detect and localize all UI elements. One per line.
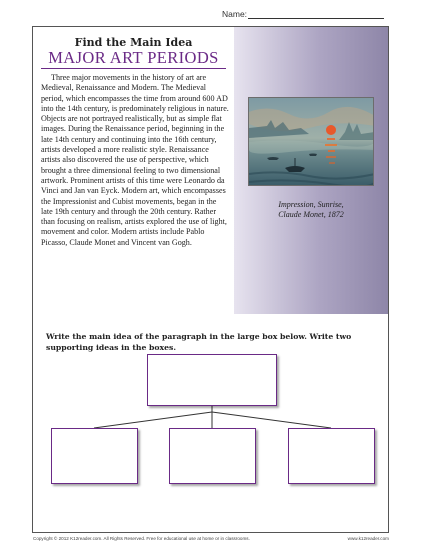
name-label: Name: — [222, 9, 248, 19]
painting-image — [248, 97, 374, 186]
painting-panel — [234, 27, 388, 314]
title-underline — [41, 68, 226, 69]
caption-line-2: Claude Monet, 1872 — [278, 210, 344, 219]
copyright-notice: Copyright © 2012 K12reader.com. All Rights Reserved. Free for educational use at home or in classrooms. — [33, 536, 250, 541]
instructions-text: Write the main idea of the paragraph in the large box below. Write two supporting ideas in the boxes. — [46, 332, 352, 352]
supporting-idea-box-1[interactable] — [51, 428, 138, 484]
supporting-idea-box-2[interactable] — [169, 428, 256, 484]
name-line[interactable] — [248, 18, 384, 19]
caption-line-1: Impression, Sunrise, — [278, 200, 344, 209]
painting-caption — [236, 200, 386, 220]
worksheet-title: MAJOR ART PERIODS — [48, 48, 219, 67]
name-field[interactable] — [222, 9, 387, 23]
reading-panel — [33, 27, 388, 314]
passage-column — [33, 27, 234, 314]
reading-passage: Three major movements in the history of art are Medieval, Renaissance and Modern. The Medieval period, which encompasses the time from around 600 AD into the 14th century, is predominately religious in nature. Objects are not portrayed realistically, but as simple flat images. During the Renaissance period, beginning in the late 14th century and continuing into the 16th century, artists developed a more realistic style. Renaissance artists also discovered the use of perspective, which brought a three dimensional feeling to two dimensional artwork. Prominent artists of this time were Leonardo da Vinci and Jan van Eyck. Modern art, which encompasses the Impressionist and Cubist movements, began in the late 19th century and through the 20th century. Rather than focusing on realism, artists explored the use of light, movement and color. Modern artists include Pablo Picasso, Claude Monet and Vincent van Gogh. — [41, 73, 229, 247]
main-idea-box[interactable] — [147, 354, 277, 406]
website-link[interactable]: www.k12reader.com — [347, 536, 389, 541]
supporting-idea-box-3[interactable] — [288, 428, 375, 484]
worksheet-heading: Find the Main Idea — [74, 36, 193, 49]
